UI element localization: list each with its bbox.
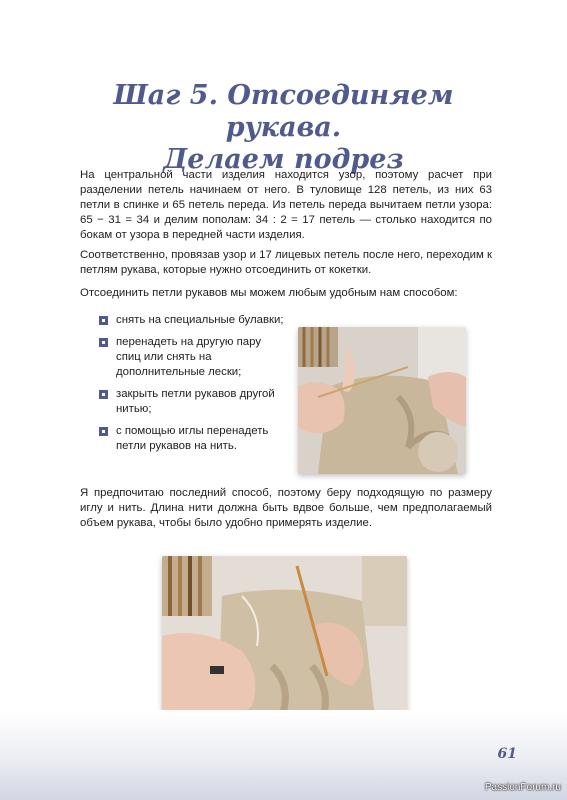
list-item-text: перенадеть на другую пару спиц или снять на дополнительные лески;	[116, 336, 262, 378]
list-item-text: с помощью иглы перенадеть петли рукавов на нить.	[116, 425, 269, 452]
paragraph-chosen-method: Я предпочитаю последний способ, поэтому беру подходящую по размеру иглу и нить. Длина нити должна быть вдвое больше, чем предполагаемый объем рукава, чтобы было удобно примерять изделие.	[80, 487, 492, 529]
footer-gradient-band	[0, 710, 567, 800]
square-bullet-icon	[99, 316, 108, 325]
list-item	[98, 313, 284, 328]
list-item-text: снять на специальные булавки;	[116, 314, 284, 326]
title-line-2: Делаем подрез	[163, 144, 404, 175]
watermark-text: PassionForum.ru	[484, 782, 561, 793]
methods-list	[98, 313, 284, 461]
paragraph-sleeve-transition: Соответственно, провязав узор и 17 лицевых петель после него, переходим к петлям рукава, которые нужно отсоединить от кокетки.	[80, 249, 492, 276]
list-item-text: закрыть петли рукавов другой нитью;	[116, 388, 275, 415]
square-bullet-icon	[99, 427, 108, 436]
list-item	[98, 387, 284, 417]
knitting-photo-hands-needles	[298, 327, 466, 474]
paragraph-methods-intro: Отсоединить петли рукавов мы можем любым удобным нам способом:	[80, 287, 458, 299]
title-line-1: Шаг 5. Отсоединяем рукава.	[113, 80, 454, 143]
square-bullet-icon	[99, 338, 108, 347]
paragraph-calculation: На центральной части изделия находится узор, поэтому расчет при разделении петель начинаем от него. В туловище 128 петель, из них 63 петли в спинке и 65 петель переда. Из петель переда вычитаем петли узора: 65 − 31 = 34 и делим пополам: 34 : 2 = 17 петель — столько находится по бокам от узора в передней части изделия.	[80, 169, 492, 241]
square-bullet-icon	[99, 390, 108, 399]
page-title	[60, 80, 507, 176]
list-item	[98, 335, 284, 380]
page-number: 61	[497, 746, 517, 762]
list-item	[98, 424, 284, 454]
knitting-photo-needle-and-thread	[162, 556, 407, 736]
